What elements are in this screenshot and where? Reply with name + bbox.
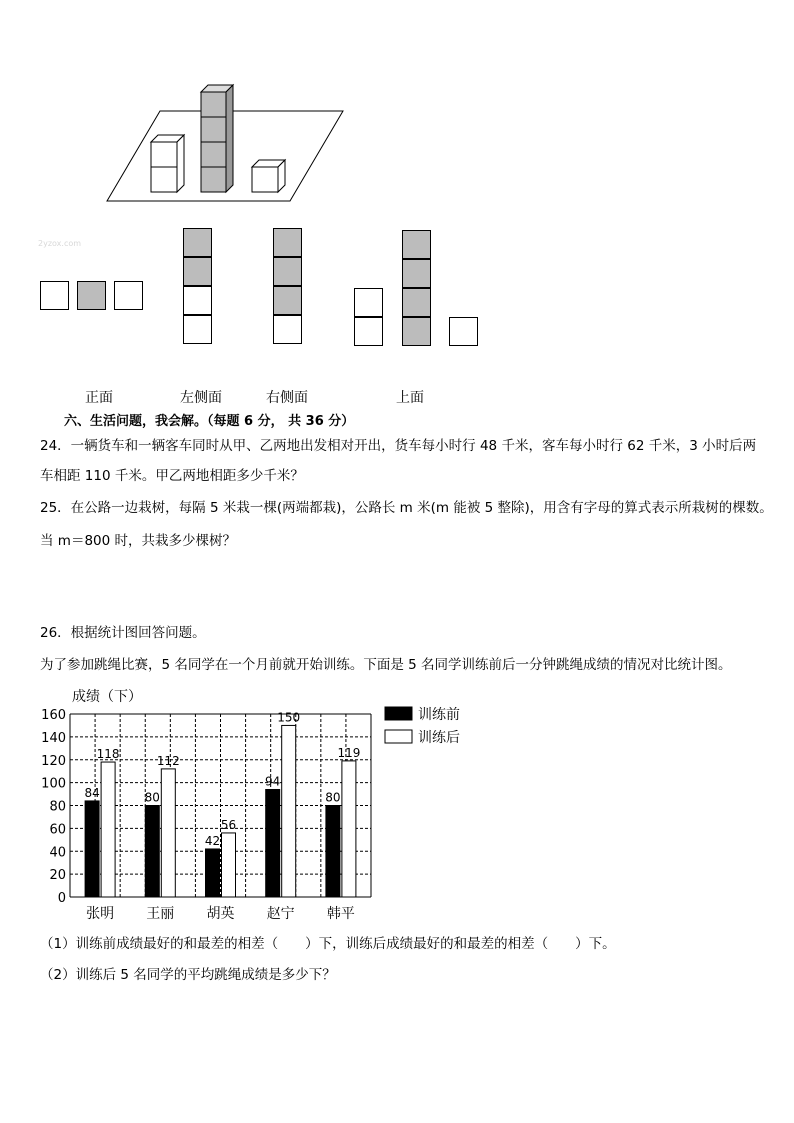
q26-line1: 26．根据统计图回答问题。 — [40, 625, 206, 641]
bar-before — [266, 789, 280, 897]
q26-sub2: （2）训练后 5 名同学的平均跳绳成绩是多少下？ — [40, 967, 336, 983]
y-tick-label: 140 — [41, 730, 66, 746]
bar-before — [326, 806, 340, 898]
y-tick-label: 0 — [57, 891, 66, 906]
chart-legend — [385, 707, 460, 746]
y-tick-label: 160 — [41, 708, 66, 723]
view-label-left: 左侧面 — [180, 390, 222, 406]
y-tick-label: 80 — [49, 799, 66, 815]
bar-before — [145, 806, 159, 898]
y-tick-label: 100 — [41, 776, 66, 792]
q25-line1: 25．在公路一边栽树，每隔 5 米栽一棵(两端都栽)，公路长 m 米(m 能被 5 整除)，用含有字母的算式表示所栽树的棵数。 — [40, 500, 773, 516]
x-tick-label: 赵宁 — [266, 906, 295, 922]
bar-value-label: 80 — [144, 790, 160, 805]
q25-line2: 当 m＝800 时，共栽多少棵树？ — [40, 533, 237, 549]
x-tick-label: 韩平 — [326, 906, 355, 922]
view-label-front: 正面 — [85, 390, 113, 406]
bar-value-label: 84 — [84, 785, 100, 800]
legend-label: 训练后 — [418, 730, 460, 746]
bar-value-label: 56 — [220, 817, 237, 832]
bar-value-label: 150 — [277, 710, 301, 725]
bar-value-label: 94 — [265, 774, 281, 789]
legend-swatch — [385, 707, 412, 720]
section-title: 六、生活问题，我会解。（每题 6 分， 共 36 分） — [64, 414, 355, 429]
q24-line2: 车相距 110 千米。甲乙两地相距多少千米？ — [40, 468, 304, 484]
bar-after — [161, 769, 175, 897]
bar-after — [282, 725, 296, 897]
legend-swatch — [385, 730, 412, 743]
y-tick-label: 120 — [41, 753, 66, 769]
view-label-top: 上面 — [396, 390, 424, 406]
y-tick-label: 60 — [49, 822, 66, 838]
watermark: 2yzox.com — [38, 239, 82, 248]
bar-before — [85, 801, 99, 897]
view-label-right: 右侧面 — [266, 390, 308, 406]
x-tick-label: 张明 — [86, 906, 115, 922]
y-tick-label: 40 — [49, 845, 66, 861]
q26-sub1: （1）训练前成绩最好的和最差的相差（ ）下，训练后成绩最好的和最差的相差（ ）下。 — [40, 936, 616, 952]
bar-value-label: 80 — [325, 790, 341, 805]
bar-value-label: 118 — [96, 747, 120, 762]
x-tick-label: 王丽 — [146, 906, 175, 922]
score-bar-chart — [30, 682, 490, 922]
bar-before — [206, 849, 220, 897]
y-tick-label: 20 — [49, 868, 66, 884]
legend-label: 训练前 — [418, 707, 460, 723]
q24-line1: 24．一辆货车和一辆客车同时从甲、乙两地出发相对开出，货车每小时行 48 千米，客车每小时行 62 千米，3 小时后两 — [40, 438, 757, 454]
y-axis-label: 成绩（下） — [72, 689, 142, 705]
q26-line2: 为了参加跳绳比赛，5 名同学在一个月前就开始训练。下面是 5 名同学训练前后一分钟跳绳成绩的情况对比统计图。 — [40, 657, 732, 673]
bar-value-label: 112 — [156, 753, 180, 768]
bar-value-label: 119 — [337, 745, 361, 760]
x-tick-label: 胡英 — [206, 906, 235, 922]
bar-value-label: 42 — [204, 833, 221, 848]
bar-after — [342, 761, 356, 897]
bar-after — [101, 762, 115, 897]
bar-after — [222, 833, 236, 897]
cube-stack-figure — [100, 80, 350, 210]
